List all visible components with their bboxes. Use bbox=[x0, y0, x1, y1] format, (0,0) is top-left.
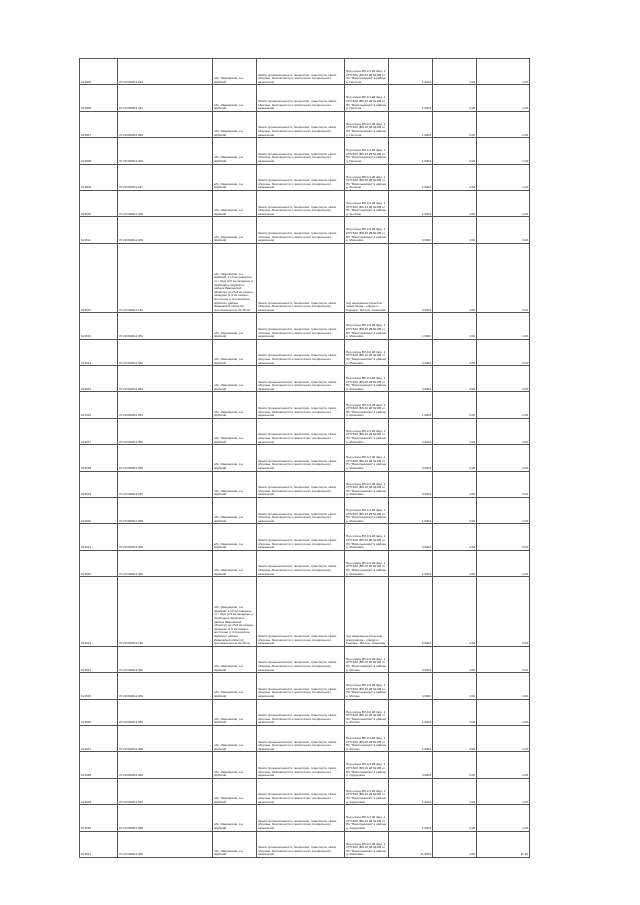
address-cell: обл. Ивановская, р-н Шуйский bbox=[213, 699, 257, 725]
permitted-use-cell: Под опоры ВЛ-0,4 кВ фид. 1 КТП 8А6 (ВЛ-10 кВ №105 от ПС "Васильевская" в районе д. Михалёво bbox=[345, 313, 389, 339]
total-value-cell: 1,00 bbox=[477, 550, 530, 576]
address-cell: обл. Ивановская, р-н Шуйский bbox=[213, 445, 257, 471]
address-cell: обл. Ивановская, р-н Шуйский bbox=[213, 392, 257, 418]
permitted-use-cell: Под опоры ВЛ-0,4 кВ фид. 1 КТП 8А6 (ВЛ-10 кВ №105 от ПС "Васильевская" в районе д. Митино bbox=[345, 673, 389, 699]
area-value-cell: 3,0004 bbox=[389, 339, 433, 365]
rate-value-cell: 4,00 bbox=[433, 85, 477, 111]
land-category-cell: Земли промышленности, энергетики, транспорта, связи, обороны, безопасности и земли иного специального назначения bbox=[257, 524, 345, 550]
total-value-cell: 1,00 bbox=[477, 111, 530, 137]
permitted-use-cell: Под опоры ВЛ-0,4 кВ фид. 1 КТП 8А6 (ВЛ-10 кВ №105 от ПС "Васильевская" в районе д. Песочня bbox=[345, 59, 389, 85]
total-value-cell: 1,00 bbox=[477, 725, 530, 751]
record-id-cell: 101515 bbox=[80, 366, 118, 392]
rate-value-cell: 4,00 bbox=[433, 445, 477, 471]
record-id-cell: 101509 bbox=[80, 164, 118, 190]
permitted-use-cell: Под опоры ВЛ-0,4 кВ фид. 1 КТП 8А6 (ВЛ-10 кВ №105 от ПС "Васильевская" в районе д. Сидоровка bbox=[345, 778, 389, 804]
land-category-cell: Земли промышленности, энергетики, транспорта, связи, обороны, безопасности и земли иного специального назначения bbox=[257, 725, 345, 751]
record-id-cell: 101526 bbox=[80, 699, 118, 725]
total-value-cell: 4,00 bbox=[477, 418, 530, 444]
land-category-cell: Земли промышленности, энергетики, транспорта, связи, обороны, безопасности и земли иного специального назначения bbox=[257, 445, 345, 471]
total-value-cell: 4,00 bbox=[477, 752, 530, 778]
cadastral-number-cell: 37:20:000011:343 bbox=[118, 59, 213, 85]
area-value-cell: 1,0004 bbox=[389, 190, 433, 216]
total-value-cell: 1,00 bbox=[477, 138, 530, 164]
address-cell: обл. Ивановская, р-н Шуйский bbox=[213, 778, 257, 804]
cadastral-number-cell: 37:20:000011:351 bbox=[118, 313, 213, 339]
address-cell: обл. Ивановская, р-н Шуйский bbox=[213, 498, 257, 524]
rate-value-cell: 4,00 bbox=[433, 366, 477, 392]
address-cell: обл. Ивановская, р-н Шуйский bbox=[213, 725, 257, 751]
record-id-cell: 101505 bbox=[80, 59, 118, 85]
permitted-use-cell: Под опоры ВЛ-0,4 кВ фид. 1 КТП 8А6 (ВЛ-10 кВ №105 от ПС "Васильевская" в районе д. Михалёво bbox=[345, 445, 389, 471]
cadastral-number-cell: 37:20:000011:359 bbox=[118, 524, 213, 550]
cadastral-number-cell: 37:20:000011:352 bbox=[118, 339, 213, 365]
area-value-cell: 4,0004 bbox=[389, 752, 433, 778]
permitted-use-cell: Под опоры ВЛ-0,4 кВ фид. 1 КТП 8А6 (ВЛ-10 кВ №105 от ПС "Васильевская" в районе д. Михалёво bbox=[345, 524, 389, 550]
address-cell: обл. Ивановская, р-н Шуйский bbox=[213, 59, 257, 85]
record-id-cell: 101530 bbox=[80, 805, 118, 831]
rate-value-cell: 4,00 bbox=[433, 111, 477, 137]
record-id-cell: 101522 bbox=[80, 550, 118, 576]
cadastral-number-cell: 37:20:000011:358 bbox=[118, 498, 213, 524]
table-row bbox=[80, 164, 530, 190]
record-id-cell: 101524 bbox=[80, 646, 118, 672]
address-cell: обл. Ивановская, р-н Шуйский bbox=[213, 752, 257, 778]
table-row bbox=[80, 471, 530, 497]
land-category-cell: Земли промышленности, энергетики, транспорта, связи, обороны, безопасности и земли иного специального назначения bbox=[257, 752, 345, 778]
cadastral-number-cell: 37:20:000011:135 bbox=[118, 577, 213, 647]
area-value-cell: 1,0004 bbox=[389, 498, 433, 524]
record-id-cell: 101507 bbox=[80, 111, 118, 137]
permitted-use-cell: Под опоры ВЛ-0,4 кВ фид. 1 КТП 8А6 (ВЛ-10 кВ №105 от ПС "Васильевская" в районе д. Михалёво bbox=[345, 392, 389, 418]
address-cell: обл. Ивановская, р-н Шуйский bbox=[213, 805, 257, 831]
address-cell: обл. Ивановская, р-н Шуйский, в 10 км севернее от г. Шуя (2,5 км западнее д. Свободное (Шуйского района Ивановской области)) до 25,8 км северо-западнее (1,5 км северо-восточнее д. Клочковское Шуйского района Ивановской области) протяженностью 20,18 км bbox=[213, 243, 257, 313]
table-row bbox=[80, 243, 530, 313]
rate-value-cell: 4,00 bbox=[433, 673, 477, 699]
cadastral-number-cell: 37:20:000011:364 bbox=[118, 699, 213, 725]
area-value-cell: 4,0004 bbox=[389, 243, 433, 313]
land-category-cell: Земли промышленности, энергетики, транспорта, связи, обороны, безопасности и земли иного специального назначения bbox=[257, 831, 345, 857]
cadastral-number-cell: 37:20:000011:347 bbox=[118, 164, 213, 190]
record-id-cell: 101519 bbox=[80, 471, 118, 497]
record-id-cell: 101528 bbox=[80, 752, 118, 778]
area-value-cell: 1,0004 bbox=[389, 164, 433, 190]
area-value-cell: 1,0004 bbox=[389, 392, 433, 418]
total-value-cell: 11,90 bbox=[477, 831, 530, 857]
total-value-cell: 4,00 bbox=[477, 646, 530, 672]
rate-value-cell: 4,00 bbox=[433, 59, 477, 85]
permitted-use-cell: Под опоры ВЛ-0,4 кВ фид. 1 КТП 8А6 (ВЛ-10 кВ №105 от ПС "Васильевская" в районе д. Песочня bbox=[345, 111, 389, 137]
table-row bbox=[80, 445, 530, 471]
address-cell: обл. Ивановская, р-н Шуйский bbox=[213, 366, 257, 392]
area-value-cell: 1,0004 bbox=[389, 138, 433, 164]
land-category-cell: Земли промышленности, энергетики, транспорта, связи, обороны, безопасности и земли иного специального назначения bbox=[257, 339, 345, 365]
area-value-cell: 4,0004 bbox=[389, 366, 433, 392]
table-row bbox=[80, 524, 530, 550]
rate-value-cell: 4,00 bbox=[433, 138, 477, 164]
area-value-cell: 1,0004 bbox=[389, 85, 433, 111]
cadastral-number-cell: 37:20:000011:349 bbox=[118, 217, 213, 243]
cadastral-number-cell: 37:20:000011:354 bbox=[118, 392, 213, 418]
rate-value-cell: 4,00 bbox=[433, 805, 477, 831]
rate-value-cell: 4,00 bbox=[433, 339, 477, 365]
address-cell: обл. Ивановская, р-н Шуйский bbox=[213, 138, 257, 164]
cadastral-number-cell: 37:20:000011:369 bbox=[118, 831, 213, 857]
area-value-cell: 3,0004 bbox=[389, 217, 433, 243]
land-category-cell: Земли промышленности, энергетики, транспорта, связи, обороны, безопасности и земли иного специального назначения bbox=[257, 418, 345, 444]
cadastral-number-cell: 37:20:000011:360 bbox=[118, 550, 213, 576]
record-id-cell: 101531 bbox=[80, 831, 118, 857]
cadastral-number-cell: 37:20:000011:353 bbox=[118, 366, 213, 392]
permitted-use-cell: Под опоры ВЛ-0,4 кВ фид. 1 КТП 8А6 (ВЛ-10 кВ №105 от ПС "Васильевская" в районе д. Михалёво bbox=[345, 366, 389, 392]
land-category-cell: Земли промышленности, энергетики, транспорта, связи, обороны, безопасности и земли иного специального назначения bbox=[257, 164, 345, 190]
cadastral-number-cell: 37:20:000011:357 bbox=[118, 471, 213, 497]
permitted-use-cell: Под опоры ВЛ-0,4 кВ фид. 1 КТП 8А6 (ВЛ-10 кВ №105 от ПС "Васильевская" в районе д. Михалёво bbox=[345, 831, 389, 857]
area-value-cell: 1,0004 bbox=[389, 550, 433, 576]
total-value-cell: 1,00 bbox=[477, 164, 530, 190]
rate-value-cell: 4,00 bbox=[433, 550, 477, 576]
land-category-cell: Земли промышленности, энергетики, транспорта, связи, обороны, безопасности и земли иного специального назначения bbox=[257, 550, 345, 576]
cadastral-number-cell: 37:20:000011:346 bbox=[118, 138, 213, 164]
record-id-cell: 101529 bbox=[80, 778, 118, 804]
total-value-cell: 1,00 bbox=[477, 85, 530, 111]
permitted-use-cell: Под опоры ВЛ-0,4 кВ фид. 1 КТП 8А6 (ВЛ-10 кВ №105 от ПС "Васильевская" в районе д. Митино bbox=[345, 699, 389, 725]
rate-value-cell: 4,00 bbox=[433, 524, 477, 550]
land-category-cell: Земли промышленности, энергетики, транспорта, связи, обороны, безопасности и земли иного специального назначения bbox=[257, 805, 345, 831]
address-cell: обл. Ивановская, р-н Шуйский bbox=[213, 471, 257, 497]
land-category-cell: Земли промышленности, энергетики, транспорта, связи, обороны, безопасности и земли иного специального назначения bbox=[257, 498, 345, 524]
table-row bbox=[80, 498, 530, 524]
area-value-cell: 4,0004 bbox=[389, 646, 433, 672]
area-value-cell: 4,0004 bbox=[389, 445, 433, 471]
land-plot-table bbox=[79, 58, 530, 858]
land-category-cell: Земли промышленности, энергетики, транспорта, связи, обороны, безопасности и земли иного специального назначения bbox=[257, 111, 345, 137]
area-value-cell: 1,0004 bbox=[389, 59, 433, 85]
address-cell: обл. Ивановская, р-н Шуйский bbox=[213, 217, 257, 243]
table-row bbox=[80, 138, 530, 164]
table-row bbox=[80, 752, 530, 778]
rate-value-cell: 4,00 bbox=[433, 313, 477, 339]
record-id-cell: 101506 bbox=[80, 85, 118, 111]
record-id-cell: 101511 bbox=[80, 217, 118, 243]
land-category-cell: Земли промышленности, энергетики, транспорта, связи, обороны, безопасности и земли иного специального назначения bbox=[257, 699, 345, 725]
table-body bbox=[80, 59, 530, 858]
total-value-cell: 1,00 bbox=[477, 498, 530, 524]
address-cell: обл. Ивановская, р-н Шуйский bbox=[213, 85, 257, 111]
land-category-cell: Земли промышленности, энергетики, транспорта, связи, обороны, безопасности и земли иного специального назначения bbox=[257, 59, 345, 85]
area-value-cell: 1,0004 bbox=[389, 805, 433, 831]
total-value-cell: 1,00 bbox=[477, 59, 530, 85]
table-row bbox=[80, 366, 530, 392]
cadastral-number-cell: 37:20:000011:363 bbox=[118, 673, 213, 699]
rate-value-cell: 4,00 bbox=[433, 577, 477, 647]
table-row bbox=[80, 577, 530, 647]
land-category-cell: Земли промышленности, энергетики, транспорта, связи, обороны, безопасности и земли иного специального назначения bbox=[257, 313, 345, 339]
area-value-cell: 1,0004 bbox=[389, 725, 433, 751]
table-row bbox=[80, 392, 530, 418]
permitted-use-cell: Под опоры ВЛ-0,4 кВ фид. 1 КТП 8А6 (ВЛ-10 кВ №105 от ПС "Васильевская" в районе д. Песочня bbox=[345, 138, 389, 164]
land-category-cell: Земли промышленности, энергетики, транспорта, связи, обороны, безопасности и земли иного специального назначения bbox=[257, 673, 345, 699]
table-row bbox=[80, 646, 530, 672]
area-value-cell: 11,9004 bbox=[389, 831, 433, 857]
land-category-cell: Земли промышленности, энергетики, транспорта, связи, обороны, безопасности и земли иного специального назначения bbox=[257, 190, 345, 216]
rate-value-cell: 4,00 bbox=[433, 471, 477, 497]
address-cell: обл. Ивановская, р-н Шуйский bbox=[213, 673, 257, 699]
cadastral-number-cell: 37:20:000011:356 bbox=[118, 445, 213, 471]
area-value-cell: 1,0004 bbox=[389, 778, 433, 804]
address-cell: обл. Ивановская, р-н Шуйский bbox=[213, 164, 257, 190]
cadastral-number-cell: 37:20:000011:150 bbox=[118, 243, 213, 313]
total-value-cell: 3,00 bbox=[477, 339, 530, 365]
permitted-use-cell: Под опоры ВЛ-0,4 кВ фид. 1 КТП 8А6 (ВЛ-10 кВ №105 от ПС "Васильевская" в районе д. Лыткино bbox=[345, 164, 389, 190]
permitted-use-cell: Под опоры ВЛ-0,4 кВ фид. 1 КТП 8А6 (ВЛ-10 кВ №105 от ПС "Васильевская" в районе д. Михалёво bbox=[345, 498, 389, 524]
permitted-use-cell: Под опоры ВЛ-0,4 кВ фид. 1 КТП 8А6 (ВЛ-10 кВ №105 от ПС "Васильевская" в районе д. Митино bbox=[345, 646, 389, 672]
total-value-cell: 4,00 bbox=[477, 366, 530, 392]
table-row bbox=[80, 778, 530, 804]
land-category-cell: Земли промышленности, энергетики, транспорта, связи, обороны, безопасности и земли иного специального назначения bbox=[257, 366, 345, 392]
table-row bbox=[80, 805, 530, 831]
table-row bbox=[80, 217, 530, 243]
land-category-cell: Земли промышленности, энергетики, транспорта, связи, обороны, безопасности и земли иного специального назначения bbox=[257, 138, 345, 164]
rate-value-cell: 4,00 bbox=[433, 418, 477, 444]
total-value-cell: 3,00 bbox=[477, 524, 530, 550]
rate-value-cell: 4,00 bbox=[433, 164, 477, 190]
rate-value-cell: 4,00 bbox=[433, 498, 477, 524]
permitted-use-cell: Под опоры ВЛ-0,4 кВ фид. 1 КТП 8А6 (ВЛ-10 кВ №105 от ПС "Васильевская" в районе д. Песочня bbox=[345, 85, 389, 111]
record-id-cell: 101520 bbox=[80, 498, 118, 524]
cadastral-number-cell: 37:20:000011:344 bbox=[118, 85, 213, 111]
total-value-cell: 3,00 bbox=[477, 471, 530, 497]
total-value-cell: 4,00 bbox=[477, 673, 530, 699]
area-value-cell: 3,0004 bbox=[389, 524, 433, 550]
rate-value-cell: 4,00 bbox=[433, 699, 477, 725]
land-category-cell: Земли промышленности, энергетики, транспорта, связи, обороны, безопасности и земли иного специального назначения bbox=[257, 778, 345, 804]
table-row bbox=[80, 673, 530, 699]
total-value-cell: 3,00 bbox=[477, 217, 530, 243]
cadastral-number-cell: 37:20:000011:368 bbox=[118, 805, 213, 831]
address-cell: обл. Ивановская, р-н Шуйский bbox=[213, 111, 257, 137]
area-value-cell: 4,0004 bbox=[389, 673, 433, 699]
cadastral-number-cell: 37:20:000011:362 bbox=[118, 646, 213, 672]
table-row bbox=[80, 725, 530, 751]
land-category-cell: Земли промышленности, энергетики, транспорта, связи, обороны, безопасности и земли иного специального назначения bbox=[257, 217, 345, 243]
total-value-cell: 4,00 bbox=[477, 243, 530, 313]
area-value-cell: 1,0004 bbox=[389, 313, 433, 339]
area-value-cell: 6,0004 bbox=[389, 577, 433, 647]
area-value-cell: 1,0004 bbox=[389, 699, 433, 725]
record-id-cell: 101517 bbox=[80, 418, 118, 444]
record-id-cell: 101514 bbox=[80, 339, 118, 365]
table-row bbox=[80, 85, 530, 111]
record-id-cell: 101518 bbox=[80, 445, 118, 471]
land-category-cell: Земли промышленности, энергетики, транспорта, связи, обороны, безопасности и земли иного специального назначения bbox=[257, 85, 345, 111]
address-cell: обл. Ивановская, р-н Шуйский bbox=[213, 190, 257, 216]
record-id-cell: 101521 bbox=[80, 524, 118, 550]
rate-value-cell: 4,00 bbox=[433, 778, 477, 804]
address-cell: обл. Ивановская, р-н Шуйский bbox=[213, 339, 257, 365]
total-value-cell: 4,00 bbox=[477, 445, 530, 471]
rate-value-cell: 4,00 bbox=[433, 831, 477, 857]
rate-value-cell: 4,00 bbox=[433, 243, 477, 313]
address-cell: обл. Ивановская, р-н Шуйский bbox=[213, 313, 257, 339]
cadastral-number-cell: 37:20:000011:345 bbox=[118, 111, 213, 137]
record-id-cell: 101512 bbox=[80, 243, 118, 313]
table-row bbox=[80, 339, 530, 365]
cadastral-number-cell: 37:20:000011:367 bbox=[118, 778, 213, 804]
permitted-use-cell: Под опоры ВЛ-0,4 кВ фид. 1 КТП 8А6 (ВЛ-10 кВ №105 от ПС "Васильевская" в районе д. Сидоровка bbox=[345, 805, 389, 831]
area-value-cell: 4,0004 bbox=[389, 418, 433, 444]
record-id-cell: 101510 bbox=[80, 190, 118, 216]
address-cell: обл. Ивановская, р-н Шуйский bbox=[213, 418, 257, 444]
address-cell: обл. Ивановская, р-н Шуйский bbox=[213, 646, 257, 672]
table-row bbox=[80, 59, 530, 85]
table-row bbox=[80, 190, 530, 216]
permitted-use-cell: Под опоры ВЛ-0,4 кВ фид. 1 КТП 8А6 (ВЛ-10 кВ №105 от ПС "Васильевская" в районе д. Михалёво bbox=[345, 339, 389, 365]
land-category-cell: Земли промышленности, энергетики, транспорта, связи, обороны, безопасности и земли иного специального назначения bbox=[257, 243, 345, 313]
table-row bbox=[80, 831, 530, 857]
permitted-use-cell: под надземным объектом газопровода - отвода к г. Родники - Вичуга - Кинешма bbox=[345, 577, 389, 647]
table-row bbox=[80, 313, 530, 339]
rate-value-cell: 4,00 bbox=[433, 725, 477, 751]
area-value-cell: 1,0004 bbox=[389, 111, 433, 137]
record-id-cell: 101527 bbox=[80, 725, 118, 751]
table-row bbox=[80, 550, 530, 576]
table-row bbox=[80, 418, 530, 444]
total-value-cell: 6,00 bbox=[477, 577, 530, 647]
address-cell: обл. Ивановская, р-н Шуйский bbox=[213, 550, 257, 576]
area-value-cell: 3,0004 bbox=[389, 471, 433, 497]
permitted-use-cell: Под опоры ВЛ-0,4 кВ фид. 1 КТП 8А6 (ВЛ-10 кВ №105 от ПС "Васильевская" в районе д. Михалёво bbox=[345, 550, 389, 576]
cadastral-number-cell: 37:20:000011:366 bbox=[118, 752, 213, 778]
cadastral-number-cell: 37:20:000011:355 bbox=[118, 418, 213, 444]
permitted-use-cell: Под опоры ВЛ-0,4 кВ фид. 1 КТП 8А6 (ВЛ-10 кВ №105 от ПС "Васильевская" в районе д. Лыткино bbox=[345, 190, 389, 216]
total-value-cell: 1,00 bbox=[477, 778, 530, 804]
address-cell: обл. Ивановская, р-н Шуйский, в 10 км севернее от г. Шуя (2,5 км западнее д. Свободное (Шуйского района Ивановской области)) до 25,8 км северо-западнее (1,5 км северо-восточнее д. Клочковское Шуйского района Ивановской области) протяженностью 20,18 км bbox=[213, 577, 257, 647]
rate-value-cell: 4,00 bbox=[433, 752, 477, 778]
rate-value-cell: 4,00 bbox=[433, 217, 477, 243]
record-id-cell: 101516 bbox=[80, 392, 118, 418]
record-id-cell: 101525 bbox=[80, 673, 118, 699]
total-value-cell: 1,00 bbox=[477, 805, 530, 831]
address-cell: обл. Ивановская, р-н Шуйский bbox=[213, 524, 257, 550]
rate-value-cell: 4,00 bbox=[433, 190, 477, 216]
cadastral-number-cell: 37:20:000011:348 bbox=[118, 190, 213, 216]
record-id-cell: 101523 bbox=[80, 577, 118, 647]
permitted-use-cell: под надземным объектом газопровода - отвода к г. Родники - Вичуга - Кинешма bbox=[345, 243, 389, 313]
total-value-cell: 1,00 bbox=[477, 313, 530, 339]
record-id-cell: 101513 bbox=[80, 313, 118, 339]
permitted-use-cell: Под опоры ВЛ-0,4 кВ фид. 1 КТП 8А6 (ВЛ-10 кВ №105 от ПС "Васильевская" в районе д. Митино bbox=[345, 725, 389, 751]
rate-value-cell: 4,00 bbox=[433, 392, 477, 418]
land-category-cell: Земли промышленности, энергетики, транспорта, связи, обороны, безопасности и земли иного специального назначения bbox=[257, 577, 345, 647]
permitted-use-cell: Под опоры ВЛ-0,4 кВ фид. 1 КТП 8А6 (ВЛ-10 кВ №105 от ПС "Васильевская" в районе д. Сидоровка bbox=[345, 752, 389, 778]
record-id-cell: 101508 bbox=[80, 138, 118, 164]
address-cell: обл. Ивановская, р-н Шуйский bbox=[213, 831, 257, 857]
land-category-cell: Земли промышленности, энергетики, транспорта, связи, обороны, безопасности и земли иного специального назначения bbox=[257, 392, 345, 418]
permitted-use-cell: Под опоры ВЛ-0,4 кВ фид. 1 КТП 8А6 (ВЛ-10 кВ №105 от ПС "Васильевская" в районе д. Михалёво bbox=[345, 471, 389, 497]
rate-value-cell: 4,00 bbox=[433, 646, 477, 672]
cadastral-number-cell: 37:20:000011:365 bbox=[118, 725, 213, 751]
permitted-use-cell: Под опоры ВЛ-0,4 кВ фид. 1 КТП 8А6 (ВЛ-10 кВ №105 от ПС "Васильевская" в районе д. Михалёво bbox=[345, 418, 389, 444]
land-category-cell: Земли промышленности, энергетики, транспорта, связи, обороны, безопасности и земли иного специального назначения bbox=[257, 646, 345, 672]
permitted-use-cell: Под опоры ВЛ-0,4 кВ фид. 1 КТП 8А6 (ВЛ-10 кВ №105 от ПС "Васильевская" в районе д. Михалёво bbox=[345, 217, 389, 243]
total-value-cell: 1,00 bbox=[477, 699, 530, 725]
total-value-cell: 1,00 bbox=[477, 190, 530, 216]
land-category-cell: Земли промышленности, энергетики, транспорта, связи, обороны, безопасности и земли иного специального назначения bbox=[257, 471, 345, 497]
total-value-cell: 1,00 bbox=[477, 392, 530, 418]
table-row bbox=[80, 111, 530, 137]
table-row bbox=[80, 699, 530, 725]
